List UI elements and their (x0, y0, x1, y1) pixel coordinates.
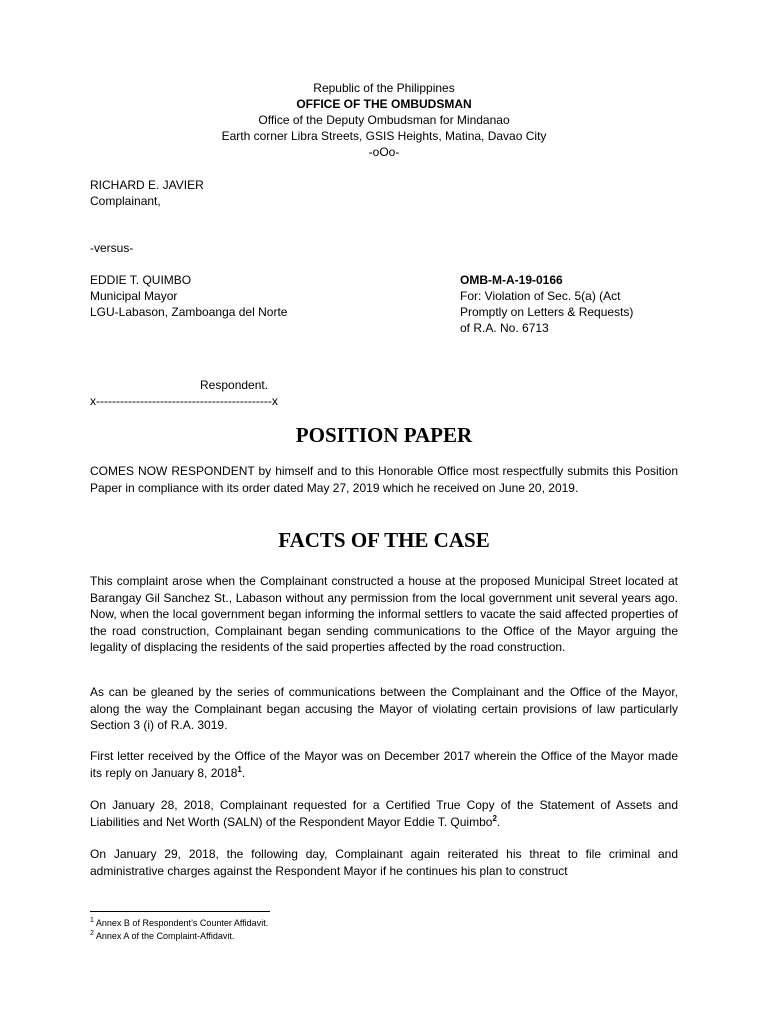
facts-paragraph-4-end: . (496, 814, 501, 829)
title-position-paper: POSITION PAPER (295, 423, 473, 447)
header-ornament: -oOo- (368, 145, 400, 159)
facts-paragraph-5: On January 29, 2018, the following day, Complainant again reiterated his threat to file criminal and administrative charges against the Respondent Mayor if he continues his plan to construct (90, 847, 678, 878)
header-address: Earth corner Libra Streets, GSIS Heights, Matina, Davao City (221, 129, 547, 143)
facts-paragraph-3 (90, 748, 678, 781)
case-charge-line1: For: Violation of Sec. 5(a) (Act (460, 289, 621, 303)
footnote-1 (90, 917, 268, 929)
respondent-position: Municipal Mayor (90, 289, 178, 303)
facts-paragraph-4-text: On January 28, 2018, Complainant requested for a Certified True Copy of the Statement of Assets and Liabilities and Net Worth (SALN) of the Respondent Mayor Eddie T. Quimbo (90, 798, 678, 829)
case-charge-line3: of R.A. No. 6713 (460, 321, 549, 335)
facts-paragraph-3-end: . (241, 765, 246, 780)
complainant-role: Complainant, (90, 194, 161, 208)
footnote-2 (90, 930, 234, 942)
facts-paragraph-4 (90, 797, 678, 830)
complainant-name: RICHARD E. JAVIER (90, 178, 204, 192)
case-charge-line2: Promptly on Letters & Requests) (460, 305, 634, 319)
document-header (0, 80, 768, 160)
facts-paragraph-1: This complaint arose when the Complainant constructed a house at the proposed Municipal Street located at Barangay Gil Sanchez St., Labason without any permission from the local government unit several years ago. Now, when the local government began informing the informal settlers to vacate the said affected properties of the road construction, Complainant began sending communications to the Office of the Mayor arguing the legality of displacing the residents of the said properties affected by the road construction. (90, 574, 678, 654)
facts-paragraph-3-text: First letter received by the Office of the Mayor was on December 2017 wherein the Office of the Mayor made its reply on January 8, 2018 (90, 749, 678, 780)
case-number: OMB-M-A-19-0166 (460, 273, 563, 287)
footnote-2-mark: 2 (90, 930, 94, 937)
footnote-2-text: Annex A of the Complaint-Affidavit. (93, 931, 235, 941)
footnote-ref-1: 1 (237, 764, 242, 774)
header-office: OFFICE OF THE OMBUDSMAN (296, 97, 472, 111)
caption-separator: x--------------------------------------------x (90, 394, 278, 408)
respondent-role: Respondent. (200, 378, 269, 392)
footnote-ref-2: 2 (492, 813, 497, 823)
footnote-1-text: Annex B of Respondent’s Counter Affidavit. (93, 918, 269, 928)
title-facts-of-the-case: FACTS OF THE CASE (278, 528, 490, 552)
header-deputy-office: Office of the Deputy Ombudsman for Mindanao (258, 113, 510, 127)
respondent-office: LGU-Labason, Zamboanga del Norte (90, 305, 288, 319)
intro-paragraph: COMES NOW RESPONDENT by himself and to this Honorable Office most respectfully submits this Position Paper in compliance with its order dated May 27, 2019 which he received on June 20, 2019. (90, 464, 678, 495)
footnote-divider (90, 911, 270, 912)
footnote-1-mark: 1 (90, 917, 94, 924)
respondent-name: EDDIE T. QUIMBO (90, 273, 192, 287)
facts-paragraph-2: As can be gleaned by the series of communications between the Complainant and the Office of the Mayor, along the way the Complainant began accusing the Mayor of violating certain provisions of law particularly Section 3 (i) of R.A. 3019. (90, 685, 678, 732)
header-republic: Republic of the Philippines (313, 81, 455, 95)
versus-label: -versus- (90, 241, 134, 255)
